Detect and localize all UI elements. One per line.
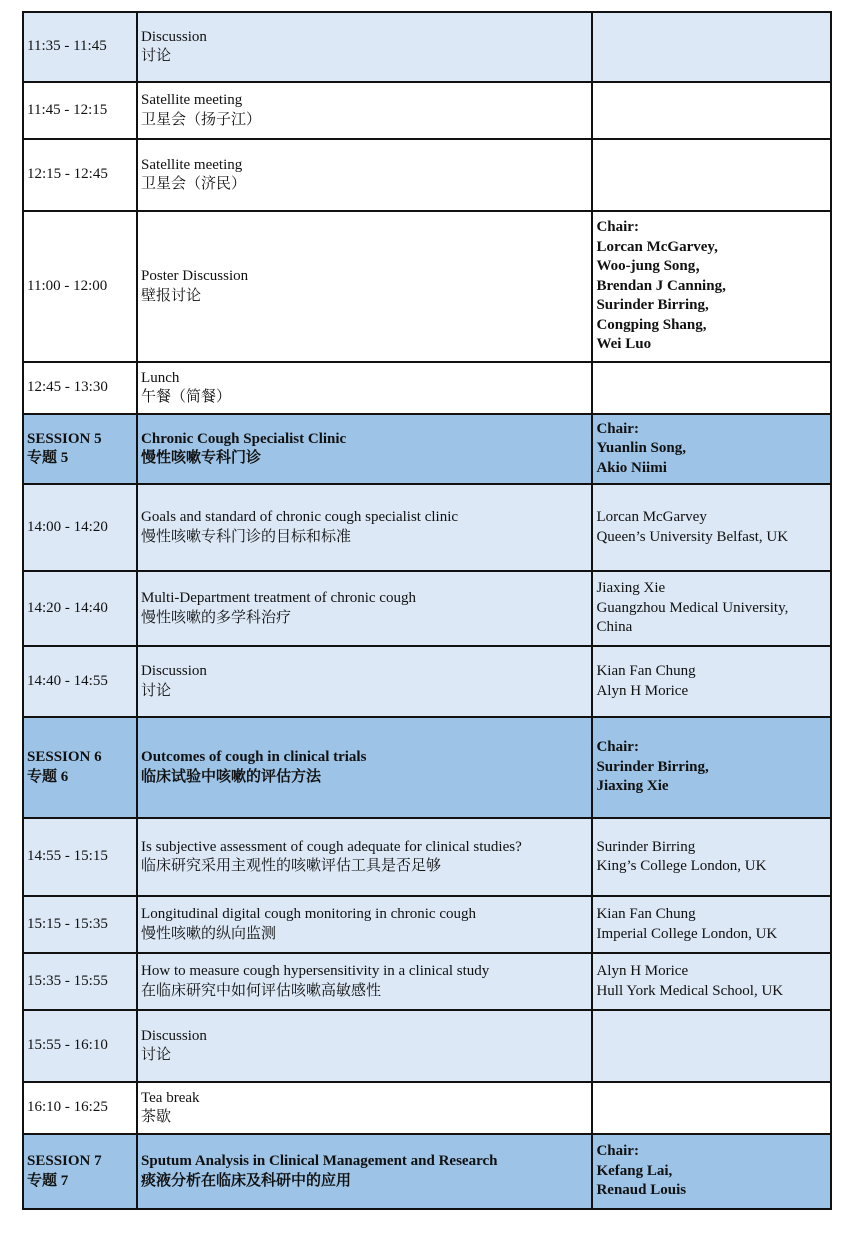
speaker-name: Kian Fan Chung <box>596 906 696 922</box>
topic-cell <box>137 571 592 646</box>
session-title-en: Chronic Cough Specialist Clinic <box>141 430 347 447</box>
schedule-row <box>23 818 831 896</box>
time-cell <box>23 484 137 571</box>
speaker-affiliation: Hull York Medical School, UK <box>596 982 784 999</box>
session-label-en: SESSION 7 <box>27 1153 102 1169</box>
chair-name: Yuanlin Song, <box>596 440 686 457</box>
time-text: 12:15 - 12:45 <box>27 166 108 183</box>
chair-name: Woo-jung Song， <box>596 258 711 275</box>
time-text: 12:45 - 13:30 <box>27 379 108 396</box>
schedule-row <box>23 646 831 717</box>
time-text: 15:35 - 15:55 <box>27 972 108 989</box>
topic-en: Poster Discussion <box>141 268 249 284</box>
time-text: 14:00 - 14:20 <box>27 518 108 535</box>
speaker-affiliation: Imperial College London, UK <box>596 925 778 942</box>
topic-en: Tea break <box>141 1089 200 1106</box>
time-text: 16:10 - 16:25 <box>27 1099 108 1116</box>
schedule-table <box>22 11 832 1210</box>
schedule-row <box>23 1082 831 1134</box>
time-cell <box>23 646 137 717</box>
time-text: 14:40 - 14:55 <box>27 672 108 689</box>
speaker-cell <box>592 896 831 953</box>
topic-zh: 慢性咳嗽的纵向监测 <box>141 925 277 942</box>
session-header-row <box>23 717 831 818</box>
session-label-cell <box>23 1134 137 1209</box>
schedule-row <box>23 571 831 646</box>
schedule-row <box>23 362 831 414</box>
schedule-row <box>23 82 831 139</box>
time-cell <box>23 12 137 82</box>
topic-zh: 壁报讨论 <box>141 287 202 304</box>
speaker-name: Alyn H Morice <box>596 963 689 979</box>
time-text: 11:35 - 11:45 <box>27 38 107 55</box>
chair-name: Brendan J Canning, <box>596 277 726 294</box>
topic-zh: 临床研究采用主观性的咳嗽评估工具是否足够 <box>141 858 442 874</box>
time-cell <box>23 211 137 362</box>
topic-en: Is subjective assessment of cough adequate for clinical studies? <box>141 838 522 855</box>
topic-zh: 卫星会（济民） <box>141 176 247 192</box>
topic-cell <box>137 818 592 896</box>
speaker-name: Alyn H Morice <box>596 682 689 699</box>
topic-cell <box>137 12 592 82</box>
schedule-row <box>23 12 831 82</box>
speaker-cell <box>592 953 831 1010</box>
topic-en: Discussion <box>141 663 207 679</box>
time-cell <box>23 362 137 414</box>
time-text: 14:20 - 14:40 <box>27 599 108 616</box>
speaker-cell <box>592 571 831 646</box>
topic-en: Goals and standard of chronic cough specialist clinic <box>141 509 459 525</box>
time-text: 15:15 - 15:35 <box>27 915 108 932</box>
chair-label: Chair: <box>596 739 639 756</box>
session-label-zh: 专题 6 <box>27 768 69 785</box>
session-label-zh: 专题 5 <box>27 450 69 466</box>
topic-zh: 午餐（简餐） <box>141 389 232 405</box>
time-cell <box>23 953 137 1010</box>
chair-name: Congping Shang, <box>596 316 707 333</box>
speaker-cell <box>592 1010 831 1082</box>
topic-zh: 讨论 <box>141 1047 172 1063</box>
topic-zh: 茶歇 <box>141 1109 172 1125</box>
topic-en: Satellite meeting <box>141 156 243 173</box>
time-cell <box>23 1010 137 1082</box>
topic-en: Satellite meeting <box>141 92 243 108</box>
topic-en: Discussion <box>141 28 207 45</box>
session-title-zh: 痰液分析在临床及科研中的应用 <box>141 1172 352 1189</box>
speaker-cell <box>592 12 831 82</box>
speaker-cell <box>592 211 831 362</box>
speaker-cell <box>592 484 831 571</box>
topic-zh: 讨论 <box>141 682 172 699</box>
topic-en: Longitudinal digital cough monitoring in chronic cough <box>141 906 476 922</box>
schedule-row <box>23 484 831 571</box>
schedule-row <box>23 139 831 211</box>
time-cell <box>23 1082 137 1134</box>
session-title-cell <box>137 1134 592 1209</box>
session-title-zh: 慢性咳嗽专科门诊 <box>141 450 262 466</box>
chair-name: Akio Niimi <box>596 459 667 476</box>
schedule-row <box>23 953 831 1010</box>
speaker-cell <box>592 362 831 414</box>
topic-cell <box>137 139 592 211</box>
topic-cell <box>137 896 592 953</box>
session-label-en: SESSION 5 <box>27 430 102 447</box>
topic-en: How to measure cough hypersensitivity in a clinical study <box>141 963 490 979</box>
time-cell <box>23 139 137 211</box>
time-text: 11:00 - 12:00 <box>27 277 108 294</box>
session-title-en: Sputum Analysis in Clinical Management and Research <box>141 1153 498 1169</box>
session-label-en: SESSION 6 <box>27 749 102 765</box>
time-cell <box>23 82 137 139</box>
schedule-row <box>23 1010 831 1082</box>
chair-name: Renaud Louis <box>596 1182 687 1199</box>
session-header-row <box>23 414 831 484</box>
speaker-affiliation: Guangzhou Medical University, <box>596 599 789 616</box>
chair-label: Chair: <box>596 1143 639 1160</box>
chair-cell <box>592 1134 831 1209</box>
time-text: 15:55 - 16:10 <box>27 1037 108 1054</box>
speaker-name: Lorcan McGarvey <box>596 509 707 525</box>
topic-cell <box>137 1082 592 1134</box>
time-text: 14:55 - 15:15 <box>27 848 108 865</box>
speaker-cell <box>592 139 831 211</box>
time-cell <box>23 896 137 953</box>
chair-cell <box>592 414 831 484</box>
topic-cell <box>137 82 592 139</box>
chair-label: Chair: <box>596 420 639 437</box>
session-title-cell <box>137 414 592 484</box>
topic-zh: 卫星会（扬子江） <box>141 111 262 128</box>
chair-cell <box>592 717 831 818</box>
topic-zh: 讨论 <box>141 48 172 64</box>
topic-cell <box>137 646 592 717</box>
chair-name: Lorcan McGarvey, <box>596 238 718 255</box>
topic-cell <box>137 211 592 362</box>
session-title-en: Outcomes of cough in clinical trials <box>141 749 367 765</box>
topic-en: Lunch <box>141 369 180 386</box>
time-text: 11:45 - 12:15 <box>27 101 108 118</box>
topic-zh: 慢性咳嗽专科门诊的目标和标准 <box>141 528 352 545</box>
topic-cell <box>137 953 592 1010</box>
chair-name: Kefang Lai, <box>596 1162 673 1179</box>
speaker-name: Jiaxing Xie <box>596 580 666 597</box>
chair-name: Wei Luo <box>596 336 652 353</box>
speaker-cell <box>592 646 831 717</box>
topic-en: Multi-Department treatment of chronic cough <box>141 590 416 606</box>
session-label-zh: 专题 7 <box>27 1172 69 1189</box>
topic-zh: 在临床研究中如何评估咳嗽高敏感性 <box>141 982 382 999</box>
schedule-row <box>23 211 831 362</box>
speaker-affiliation: Queen’s University Belfast, UK <box>596 528 789 545</box>
chair-label: Chair: <box>596 219 639 236</box>
session-label-cell <box>23 414 137 484</box>
speaker-cell <box>592 818 831 896</box>
chair-name: Surinder Birring, <box>596 758 709 775</box>
session-title-cell <box>137 717 592 818</box>
speaker-cell <box>592 82 831 139</box>
topic-zh: 慢性咳嗽的多学科治疗 <box>141 609 292 626</box>
chair-name: Surinder Birring, <box>596 297 709 314</box>
session-header-row <box>23 1134 831 1209</box>
speaker-cell <box>592 1082 831 1134</box>
speaker-name: Kian Fan Chung <box>596 663 696 679</box>
topic-cell <box>137 484 592 571</box>
topic-en: Discussion <box>141 1027 207 1044</box>
session-label-cell <box>23 717 137 818</box>
speaker-affiliation: King’s College London, UK <box>596 858 767 874</box>
schedule-row <box>23 896 831 953</box>
speaker-affiliation: China <box>596 619 633 636</box>
speaker-name: Surinder Birring <box>596 838 696 855</box>
topic-cell <box>137 1010 592 1082</box>
chair-name: Jiaxing Xie <box>596 778 669 795</box>
time-cell <box>23 571 137 646</box>
session-title-zh: 临床试验中咳嗽的评估方法 <box>141 768 322 785</box>
topic-cell <box>137 362 592 414</box>
time-cell <box>23 818 137 896</box>
